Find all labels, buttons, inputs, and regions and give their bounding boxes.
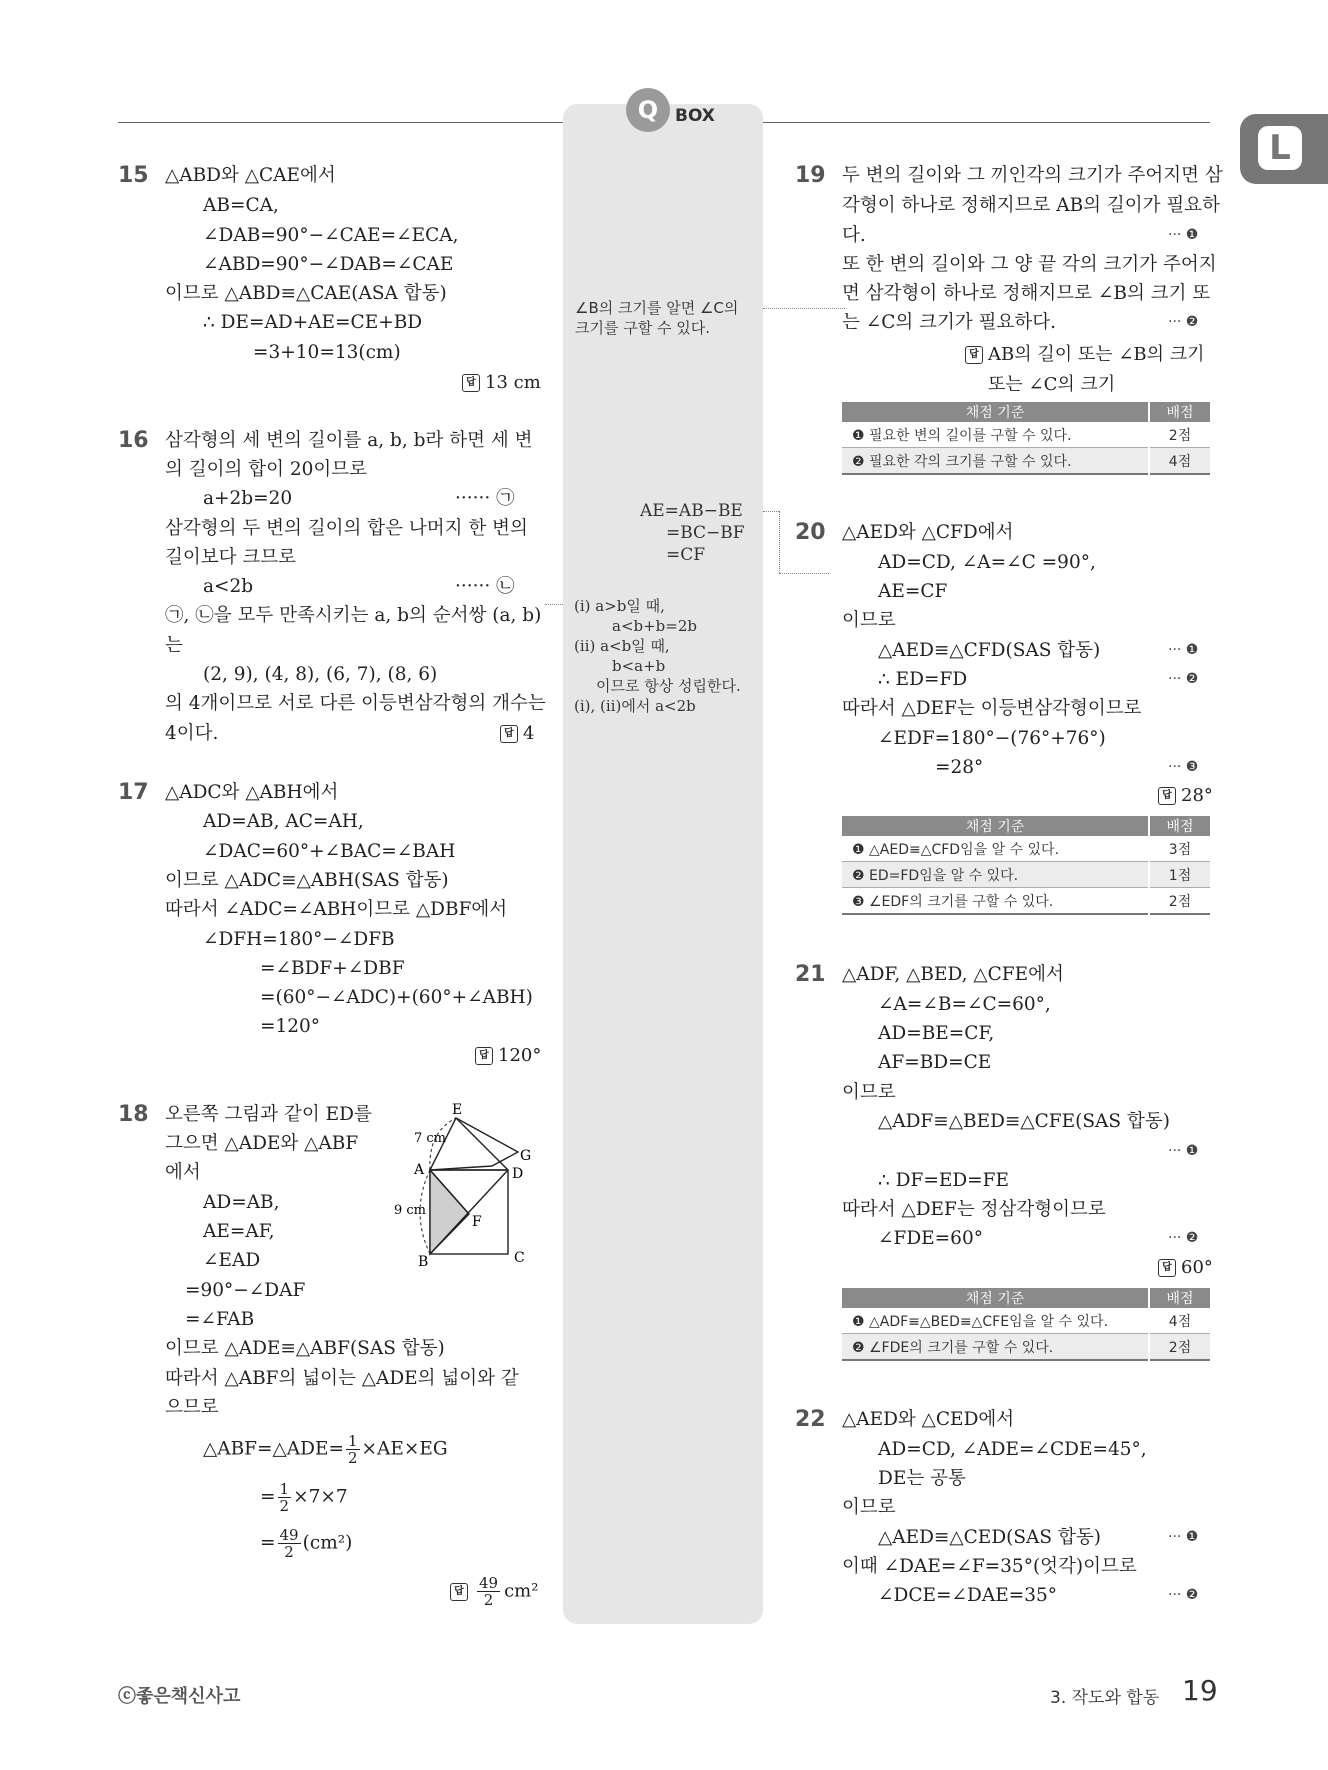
text-line: =(60°−∠ADC)+(60°+∠ABH) [260, 987, 533, 1008]
text-line: =90°−∠DAF [185, 1280, 306, 1301]
text-line: 이므로 △ADC≡△ABH(SAS 합동) [165, 870, 449, 891]
step-marker: ··· ❶ [1168, 227, 1199, 243]
text-line: =28° [935, 757, 984, 778]
text-line: AE=CF [878, 581, 948, 602]
text-line: 이므로 [842, 610, 896, 631]
step-marker: ··· ❸ [1168, 759, 1199, 775]
problem-number: 15 [118, 163, 149, 188]
leader-line [779, 511, 780, 573]
problem-number: 17 [118, 780, 149, 805]
text-line: 오른쪽 그림과 같이 ED를 [165, 1104, 372, 1125]
note-line: =CF [666, 545, 706, 565]
label-F: F [472, 1214, 482, 1230]
text-line: ∠ABD=90°−∠DAB=∠CAE [203, 254, 454, 275]
problem-number: 19 [795, 163, 826, 188]
text-line: (2, 9), (4, 8), (6, 7), (8, 6) [203, 664, 438, 685]
text-line: 이므로 △ABD≡△CAE(ASA 합동) [165, 283, 447, 304]
text-line: AD=CD, ∠ADE=∠CDE=45°, [878, 1439, 1147, 1460]
level-l-icon: L [1258, 126, 1302, 170]
step-marker: ··· ❶ [1168, 642, 1199, 658]
leader-line [779, 573, 829, 574]
box-label: BOX [675, 106, 715, 126]
text-line: ∠A=∠B=∠C=60°, [878, 994, 1051, 1015]
points-header: 배점 [1149, 1288, 1210, 1308]
text-line: 삼각형의 두 변의 길이의 합은 나머지 한 변의 [165, 518, 528, 539]
note-line: b<a+b [612, 657, 666, 675]
text-line: AD=BE=CF, [878, 1023, 995, 1044]
points: 3점 [1149, 836, 1210, 862]
grading-header: 채점 기준 [842, 816, 1149, 836]
area-equation [203, 1433, 448, 1466]
text-line: 삼각형의 세 변의 길이를 a, b, b라 하면 세 변 [165, 430, 533, 451]
text-line: 이므로 [842, 1497, 896, 1518]
text-line: AF=BD=CE [878, 1052, 992, 1073]
equation-lhs: △ABF=△ADE= [203, 1438, 344, 1460]
equals-sign: = [260, 1486, 276, 1508]
note-line: ∠B의 크기를 알면 ∠C의 [575, 299, 739, 317]
label-D: D [512, 1166, 524, 1182]
text-line: △ADC와 △ABH에서 [165, 782, 339, 803]
text-line: ∴ DF=ED=FE [878, 1170, 1009, 1191]
text-line: △AED와 △CED에서 [842, 1409, 1015, 1430]
text-line: 따라서 △DEF는 정삼각형이므로 [842, 1199, 1106, 1220]
leader-line [763, 511, 779, 512]
label-7cm: 7 cm [414, 1131, 447, 1146]
answer-unit: cm² [504, 1580, 539, 1602]
area-equation-step2 [260, 1481, 348, 1514]
leader-line [763, 308, 845, 309]
text-line: 에서 [165, 1162, 201, 1183]
step-marker: ··· ❷ [1168, 1587, 1199, 1603]
equation-mark: ······ ㉡ [455, 576, 515, 597]
qbox-note-3 [574, 596, 741, 716]
note-line: 크기를 구할 수 있다. [575, 319, 710, 337]
text-line: 으므로 [165, 1397, 219, 1418]
label-9cm: 9 cm [394, 1203, 427, 1218]
answer [1158, 1257, 1213, 1278]
points: 2점 [1149, 422, 1210, 448]
text-line: ∠EDF=180°−(76°+76°) [878, 728, 1106, 749]
answer-value: 13 cm [485, 372, 541, 393]
note-line: (ⅱ) a<b일 때, [574, 637, 670, 655]
label-E: E [452, 1102, 463, 1118]
text-line: =120° [260, 1016, 321, 1037]
text-line: =3+10=13(cm) [253, 342, 401, 363]
fraction-half: $\frac{1}{2}$ [279, 1480, 290, 1515]
answer-value: 28° [1181, 785, 1213, 806]
answer [462, 372, 541, 393]
answer-value: 4 [523, 723, 535, 744]
answer-icon: 답 [1158, 1259, 1176, 1277]
text-line: △AED≡△CFD(SAS 합동) [878, 640, 1101, 661]
fraction-half: $\frac{1}{2}$ [347, 1432, 358, 1467]
text-line: 따라서 △ABF의 넓이는 △ADE의 넓이와 같 [165, 1368, 519, 1389]
grading-header: 채점 기준 [842, 402, 1149, 422]
text-line: 따라서 △DEF는 이등변삼각형이므로 [842, 698, 1142, 719]
answer [965, 340, 1205, 366]
note-line: (ⅰ), (ⅱ)에서 a<2b [574, 697, 696, 715]
text-line: AD=AB, AC=AH, [203, 811, 364, 832]
qbox-note-1 [575, 298, 738, 338]
grading-table [842, 816, 1210, 915]
text-line: AD=AB, [203, 1192, 280, 1213]
step-marker: ··· ❷ [1168, 314, 1199, 330]
text-line: ∴ DE=AD+AE=CE+BD [203, 312, 423, 333]
text-line: 다. [842, 225, 866, 246]
answer [475, 1045, 541, 1066]
text-line: 면 삼각형이 하나로 정해지므로 ∠B의 크기 또 [842, 283, 1211, 304]
text-line: 이므로 [842, 1082, 896, 1103]
answer [1158, 785, 1213, 806]
answer-value: AB의 길이 또는 ∠B의 크기 [988, 344, 1205, 365]
segment-ED [456, 1118, 508, 1170]
text-line: 이므로 △ADE≡△ABF(SAS 합동) [165, 1338, 445, 1359]
text-line: 의 4개이므로 서로 다른 이등변삼각형의 개수는 [165, 693, 546, 714]
step-marker: ··· ❶ [1168, 1143, 1199, 1159]
text-line: =∠FAB [185, 1309, 255, 1330]
publisher-logo: ⓒ좋은책신사고 [118, 1686, 241, 1707]
criterion: ❶ 필요한 변의 길이를 구할 수 있다. [842, 422, 1149, 448]
text-line: 4이다. [165, 723, 219, 744]
text-line: ∴ ED=FD [878, 669, 968, 690]
text-line: ∠EAD [203, 1250, 261, 1271]
answer-value: 120° [498, 1045, 542, 1066]
points: 1점 [1149, 862, 1210, 888]
text-line: 의 길이의 합이 20이므로 [165, 459, 368, 480]
text-line: △AED와 △CFD에서 [842, 522, 1014, 543]
page-number: 19 [1182, 1674, 1218, 1707]
text-line: ∠DCE=∠DAE=35° [878, 1585, 1057, 1606]
area-equation-step3 [260, 1527, 352, 1560]
answer-value: 60° [1181, 1257, 1213, 1278]
problem-number: 22 [795, 1407, 826, 1432]
section-tab [1240, 114, 1328, 184]
text-line: 그으면 △ADE와 △ABF [165, 1133, 359, 1154]
text-line: 이때 ∠DAE=∠F=35°(엇각)이므로 [842, 1556, 1137, 1577]
problem-number: 21 [795, 962, 826, 987]
text-line: 는 [165, 635, 183, 656]
text-line: AB=CA, [203, 195, 279, 216]
problem-number: 16 [118, 428, 149, 453]
header-rule-left [118, 122, 563, 123]
criterion: ❶ △AED≡△CFD임을 알 수 있다. [842, 836, 1149, 862]
equation-mark: ······ ㉠ [455, 488, 515, 509]
points-header: 배점 [1149, 816, 1210, 836]
text-line: 따라서 ∠ADC=∠ABH이므로 △DBF에서 [165, 899, 508, 920]
grading-table [842, 402, 1210, 475]
problem-number: 18 [118, 1102, 149, 1127]
text-line: AD=CD, ∠A=∠C =90°, [878, 552, 1096, 573]
points: 4점 [1149, 448, 1210, 475]
criterion: ❷ ED=FD임을 알 수 있다. [842, 862, 1149, 888]
answer-icon: 답 [462, 374, 480, 392]
text-line: △ABD와 △CAE에서 [165, 165, 336, 186]
text-line: △ADF≡△BED≡△CFE(SAS 합동) [878, 1111, 1170, 1132]
fraction-49-2: $\frac{49}{2}$ [279, 1526, 299, 1561]
triangle-ABF [430, 1170, 469, 1254]
answer [450, 1575, 538, 1608]
answer-icon: 답 [500, 725, 518, 743]
text-line: △AED≡△CED(SAS 합동) [878, 1527, 1101, 1548]
answer [500, 723, 534, 744]
answer-icon: 답 [965, 346, 983, 364]
text-line: AE=AF, [203, 1221, 275, 1242]
text-line: 두 변의 길이와 그 끼인각의 크기가 주어지면 삼 [842, 165, 1223, 186]
header-rule-right [763, 122, 1210, 123]
geometry-figure [390, 1102, 540, 1272]
label-C: C [514, 1250, 525, 1266]
leader-line [545, 604, 563, 605]
qbox-note-2 [640, 500, 745, 566]
step-marker: ··· ❶ [1168, 1529, 1199, 1545]
note-line: (ⅰ) a>b일 때, [574, 597, 665, 615]
q-badge-icon: Q [626, 88, 670, 132]
grading-header: 채점 기준 [842, 1288, 1149, 1308]
step-marker: ··· ❷ [1168, 1230, 1199, 1246]
text-line: ∠DFH=180°−∠DFB [203, 929, 395, 950]
answer-fraction: $\frac{49}{2}$ [479, 1574, 499, 1609]
text-line: a+2b=20 [203, 488, 293, 509]
criterion: ❷ 필요한 각의 크기를 구할 수 있다. [842, 448, 1149, 475]
answer-continued: 또는 ∠C의 크기 [988, 374, 1116, 395]
answer-icon: 답 [450, 1583, 468, 1601]
text-line: ∠FDE=60° [878, 1228, 983, 1249]
text-line: ㉠, ㉡을 모두 만족시키는 a, b의 순서쌍 (a, b) [165, 605, 542, 626]
label-A: A [414, 1162, 425, 1178]
text-line: DE는 공통 [878, 1468, 966, 1489]
equation-rhs: ×AE×EG [361, 1438, 448, 1460]
grading-table [842, 1288, 1210, 1361]
label-G: G [520, 1148, 532, 1164]
text-line: 길이보다 크므로 [165, 547, 296, 568]
note-line: 이므로 항상 성립한다. [596, 677, 741, 695]
chapter-title: 3. 작도와 합동 [1050, 1688, 1160, 1708]
points-header: 배점 [1149, 402, 1210, 422]
step-marker: ··· ❷ [1168, 671, 1199, 687]
answer-icon: 답 [1158, 787, 1176, 805]
points: 2점 [1149, 1334, 1210, 1361]
note-line: a<b+b=2b [612, 617, 697, 635]
note-line: AE=AB−BE [640, 501, 743, 521]
criterion: ❶ △ADF≡△BED≡△CFE임을 알 수 있다. [842, 1308, 1149, 1334]
unit: (cm²) [302, 1532, 353, 1554]
criterion: ❸ ∠EDF의 크기를 구할 수 있다. [842, 888, 1149, 915]
points: 2점 [1149, 888, 1210, 915]
label-B: B [418, 1254, 429, 1270]
text-line: =∠BDF+∠DBF [260, 958, 405, 979]
text-line: △ADF, △BED, △CFE에서 [842, 964, 1064, 985]
text-line: 는 ∠C의 크기가 필요하다. [842, 312, 1057, 333]
text-line: 각형이 하나로 정해지므로 AB의 길이가 필요하 [842, 195, 1221, 216]
points: 4점 [1149, 1308, 1210, 1334]
criterion: ❷ ∠FDE의 크기를 구할 수 있다. [842, 1334, 1149, 1361]
equation-rhs: ×7×7 [293, 1486, 348, 1508]
note-line: =BC−BF [666, 523, 745, 543]
text-line: 또 한 변의 길이와 그 양 끝 각의 크기가 주어지 [842, 254, 1217, 275]
equals-sign: = [260, 1532, 276, 1554]
text-line: ∠DAB=90°−∠CAE=∠ECA, [203, 225, 459, 246]
text-line: a<2b [203, 576, 254, 597]
problem-number: 20 [795, 520, 826, 545]
answer-icon: 답 [475, 1047, 493, 1065]
text-line: ∠DAC=60°+∠BAC=∠BAH [203, 841, 456, 862]
